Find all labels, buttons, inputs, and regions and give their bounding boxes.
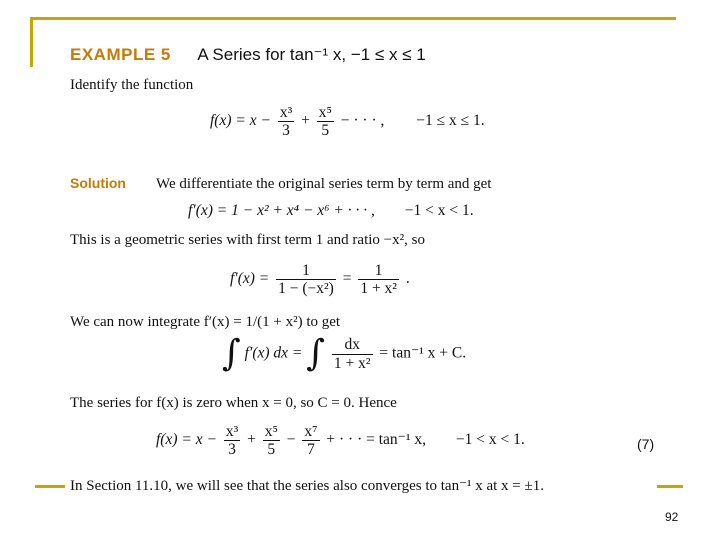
eq1-den-2: 5	[321, 122, 330, 140]
solution-line	[70, 175, 491, 193]
eq3-end: .	[405, 270, 410, 288]
eq4-frac	[332, 336, 373, 371]
example-label: EXAMPLE 5	[70, 45, 171, 64]
eq5-den-1: 3	[228, 441, 236, 459]
eq5-plus: +	[247, 431, 256, 449]
eq3-frac-1	[276, 262, 336, 297]
eq1-tail: − · · · ,	[340, 112, 385, 130]
eq5-den-2: 5	[267, 441, 276, 459]
eq4-rhs: = tan⁻¹ x + C.	[379, 344, 467, 362]
eq5-num-2: x⁵	[264, 423, 278, 440]
eq3-frac-2	[358, 262, 399, 297]
eq4-num: dx	[332, 336, 373, 354]
frame-left-rule	[30, 17, 33, 67]
eq1-den-1: 3	[282, 122, 290, 140]
eq2-range: −1 < x < 1.	[404, 202, 474, 219]
example-title: A Series for tan⁻¹ x, −1 ≤ x ≤ 1	[197, 45, 426, 64]
eq2-expr: f′(x) = 1 − x² + x⁴ − x⁶ + · · · ,	[188, 202, 375, 219]
eq1-num-2: x⁵	[318, 104, 332, 121]
eq1-frac-1	[278, 104, 294, 139]
integral-sign-1: ∫	[222, 333, 241, 374]
constant-zero-text: The series for f(x) is zero when x = 0, so C = 0. Hence	[70, 395, 397, 411]
eq5-num-1: x³	[225, 423, 239, 440]
eq5-frac-2	[263, 423, 280, 458]
eq5-range: −1 < x < 1.	[455, 431, 525, 449]
equation-integral	[222, 333, 467, 374]
eq4-body: f′(x) dx =	[244, 344, 303, 362]
eq1-plus: +	[301, 112, 310, 130]
frame-bottom-left-rule	[35, 485, 65, 488]
eq3-num-1: 1	[276, 262, 336, 280]
eq3-den-1: 1 − (−x²)	[278, 280, 334, 298]
frame-top-rule	[30, 17, 676, 20]
eq4-den: 1 + x²	[333, 354, 371, 372]
eq5-minus: −	[286, 431, 296, 449]
eq5-num-3: x⁷	[304, 423, 318, 440]
solution-text: We differentiate the original series term by term and get	[156, 176, 492, 192]
eq1-frac-2	[317, 104, 334, 139]
eq5-frac-3	[302, 423, 319, 458]
equation-geometric-sum	[230, 262, 410, 297]
frame-bottom-right-rule	[657, 485, 683, 488]
equation-f-series	[210, 104, 485, 139]
equation-number: (7)	[637, 436, 655, 452]
equation-derivative-series	[188, 202, 474, 220]
eq3-num-2: 1	[358, 262, 399, 280]
example-heading	[70, 45, 426, 65]
page-number: 92	[665, 510, 679, 524]
section-reference-text: In Section 11.10, we will see that the series also converges to tan⁻¹ x at x = ±1.	[70, 478, 545, 494]
eq1-lhs: f(x) = x −	[210, 112, 271, 130]
eq3-equals: =	[342, 270, 352, 288]
eq1-num-1: x³	[279, 104, 293, 121]
eq5-den-3: 7	[307, 441, 315, 459]
eq1-range: −1 ≤ x ≤ 1.	[416, 112, 485, 130]
solution-label: Solution	[70, 175, 126, 191]
integral-sign-2: ∫	[306, 333, 326, 374]
geometric-series-text: This is a geometric series with first term 1 and ratio −x², so	[70, 232, 425, 248]
equation-arctan-series	[156, 423, 525, 458]
eq5-lhs: f(x) = x −	[156, 431, 217, 449]
prompt-text: Identify the function	[70, 77, 194, 93]
integrate-text: We can now integrate f′(x) = 1/(1 + x²) to get	[70, 314, 341, 330]
eq3-den-2: 1 + x²	[360, 280, 397, 298]
eq5-frac-1	[224, 423, 240, 458]
eq5-rhs: + · · · = tan⁻¹ x,	[326, 431, 427, 449]
eq3-lhs: f′(x) =	[230, 270, 270, 288]
